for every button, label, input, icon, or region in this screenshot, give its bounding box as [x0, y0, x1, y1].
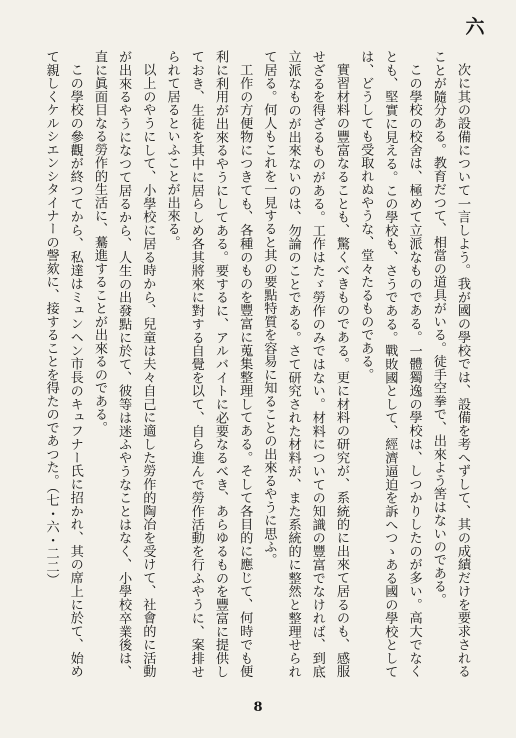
page-number: 8: [253, 700, 263, 715]
body-text: [12, 50, 474, 678]
paragraph-3: 實習材料の豐富なることも、驚くべきものである。更に材料の研究が、系統的に出來て居るのも、感服せざるを得ざるものがある。工作はたゞ勞作のみではない。材料についての知識の豐富でなければ、到底立派なものが出來ないのは、勿論のことである。さて研究された材料が、また系統的に整然と整理せられて居る。何人もこれを一見すると其の要點特質を容易に知ることの出來るやうに思ふ。: [261, 50, 349, 678]
paragraph-6: この學校の參觀が終つてから、私達はミュンヘン市長のキュフナー氏に招かれ、其の席上に於て、始めて親しくケルシエンシタイナーの謦欬に、接することを得たのであつた。（七・六・二二）: [43, 50, 83, 678]
paragraph-4: 工作の方便物につきても、各種のものを豐富に蒐集整理してある。そして各目的に應じて、何時でも便利に利用が出來るやうにしてある。要するに、アルバイトに必要なるべき、あらゆるものを豐富に提供しておき、生徒を其中に居らしめ各其將來に對する自覺を以て、自ら進んで勞作活動を行ふやうに、案排せられて居るといふことが出來る。: [164, 50, 253, 678]
section-number: 六: [465, 16, 485, 38]
paragraph-2: この學校の校舍は、極めて立派なものである。一體獨逸の學校は、しつかりしたのが多い。高大でなくとも、堅實に見える。この學校も、さうである。戰敗國として、經濟逼迫を訴へつゝある國の學校としては、どうしても受取れぬやうな、堂々たるものである。: [358, 50, 422, 678]
paragraph-1: 次に其の設備について一言しよう。我が國の學校では、設備を考へずして、其の成績だけを要求されることが隨分ある。教育だつて、相當の道具がいる。徒手空拳で、出來よう筈はないのである。: [430, 50, 470, 678]
paragraph-5: 以上のやうにして、小學校に居る時から、兒童は夫々自己に適した勞作的陶冶を受けて、社會的に活動が出來るやうになつて居るから、人生の出發點に於て、彼等は迷ふやうなことはなく、小學校卒業後は、直に眞面目なる勞作的生活に、驀進することが出來るのである。: [91, 50, 156, 678]
